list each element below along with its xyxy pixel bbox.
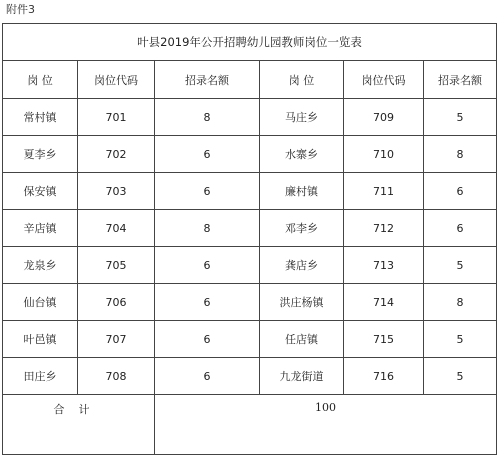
code-cell: 713 xyxy=(344,247,424,284)
code-cell: 701 xyxy=(78,99,155,136)
code-cell: 709 xyxy=(344,99,424,136)
column-header-code: 岗位代码 xyxy=(78,61,155,99)
table-row xyxy=(3,99,497,136)
position-cell: 邓李乡 xyxy=(260,210,344,247)
table-row xyxy=(3,173,497,210)
code-cell: 712 xyxy=(344,210,424,247)
quota-cell: 8 xyxy=(424,136,497,173)
table-title: 叶县2019年公开招聘幼儿园教师岗位一览表 xyxy=(3,24,497,61)
quota-cell: 5 xyxy=(424,99,497,136)
position-cell: 夏李乡 xyxy=(3,136,78,173)
quota-cell: 6 xyxy=(424,173,497,210)
column-header-position: 岗 位 xyxy=(3,61,78,99)
table-row xyxy=(3,210,497,247)
column-header-code: 岗位代码 xyxy=(344,61,424,99)
total-row xyxy=(3,395,497,455)
position-cell: 仙台镇 xyxy=(3,284,78,321)
code-cell: 702 xyxy=(78,136,155,173)
attachment-label: 附件3 xyxy=(6,3,35,16)
code-cell: 708 xyxy=(78,358,155,395)
quota-cell: 6 xyxy=(155,247,260,284)
code-cell: 703 xyxy=(78,173,155,210)
position-cell: 辛店镇 xyxy=(3,210,78,247)
quota-cell: 6 xyxy=(155,358,260,395)
position-cell: 常村镇 xyxy=(3,99,78,136)
quota-cell: 8 xyxy=(155,99,260,136)
table-row xyxy=(3,136,497,173)
position-cell: 龚店乡 xyxy=(260,247,344,284)
position-cell: 田庄乡 xyxy=(3,358,78,395)
code-cell: 707 xyxy=(78,321,155,358)
position-cell: 保安镇 xyxy=(3,173,78,210)
quota-cell: 6 xyxy=(155,284,260,321)
quota-cell: 6 xyxy=(155,173,260,210)
table-row xyxy=(3,358,497,395)
quota-cell: 8 xyxy=(424,284,497,321)
table-row xyxy=(3,284,497,321)
code-cell: 705 xyxy=(78,247,155,284)
column-header-quota: 招录名额 xyxy=(155,61,260,99)
code-cell: 716 xyxy=(344,358,424,395)
position-cell: 水寨乡 xyxy=(260,136,344,173)
table-row xyxy=(3,247,497,284)
position-cell: 马庄乡 xyxy=(260,99,344,136)
table-row xyxy=(3,321,497,358)
column-header-quota: 招录名额 xyxy=(424,61,497,99)
position-cell: 廉村镇 xyxy=(260,173,344,210)
position-cell: 洪庄杨镇 xyxy=(260,284,344,321)
quota-cell: 6 xyxy=(424,210,497,247)
code-cell: 710 xyxy=(344,136,424,173)
column-header-position: 岗 位 xyxy=(260,61,344,99)
total-label: 合计 xyxy=(3,395,155,455)
quota-cell: 6 xyxy=(155,321,260,358)
position-cell: 任店镇 xyxy=(260,321,344,358)
positions-table xyxy=(2,23,497,455)
code-cell: 715 xyxy=(344,321,424,358)
position-cell: 叶邑镇 xyxy=(3,321,78,358)
code-cell: 706 xyxy=(78,284,155,321)
quota-cell: 5 xyxy=(424,358,497,395)
position-cell: 九龙街道 xyxy=(260,358,344,395)
quota-cell: 8 xyxy=(155,210,260,247)
code-cell: 704 xyxy=(78,210,155,247)
total-value: 100 xyxy=(155,395,497,455)
code-cell: 714 xyxy=(344,284,424,321)
quota-cell: 6 xyxy=(155,136,260,173)
quota-cell: 5 xyxy=(424,321,497,358)
table-header-row xyxy=(3,61,497,99)
code-cell: 711 xyxy=(344,173,424,210)
quota-cell: 5 xyxy=(424,247,497,284)
table-title-row xyxy=(3,24,497,61)
position-cell: 龙泉乡 xyxy=(3,247,78,284)
